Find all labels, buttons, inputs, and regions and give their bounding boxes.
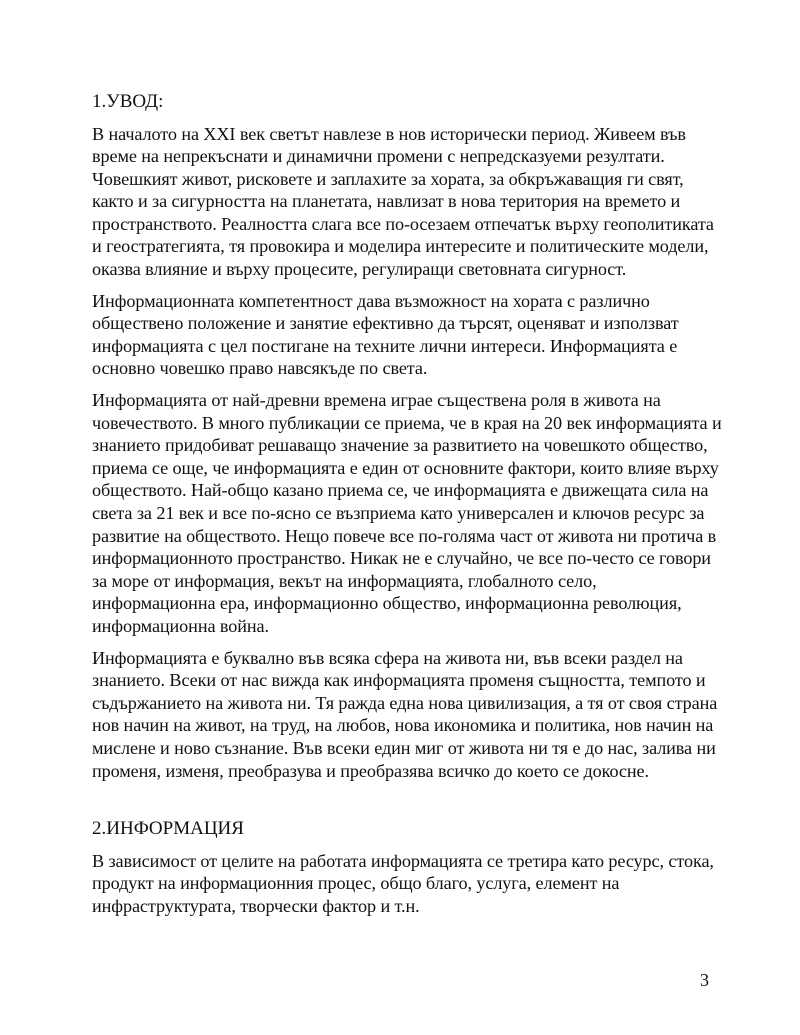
paragraph: В началото на XXI век светът навлезе в нов исторически период. Живеем във време на непрекъснати и динамични промени с непредсказуеми резултати. Човешкият живот, рисковете и заплахите за хората, за обкръжаващия ги свят, както и за сигурността на планетата, навлизат в нова територия на времето и пространството. Реалността слага все по-осезаем отпечатък върху геополитиката и геостратегията, тя провокира и моделира интересите и политическите модели, оказва влияние и върху процесите, регулиращи световната сигурност. [92,123,714,280]
paragraph: Информацията е буквално във всяка сфера на живота ни, във всеки раздел на знанието. Всеки от нас вижда как информацията променя същността, темпото и съдържанието на живота ни. Тя ражда една нова цивилизация, а тя от своя страна нов начин на живот, на труд, на любов, нова икономика и политика, нов начин на мислене и ново съзнание. Във всеки един миг от живота ни тя е до нас, залива ни променя, изменя, преобразува и преобразява всичко до което се докосне. [92,647,718,781]
paragraph: Информационната компетентност дава възможност на хората с различно обществено положение и занятие ефективно да търсят, оценяват и използват информацията с цел постигане на техните лични интереси. Информацията е основно човешко право навсякъде по света. [92,290,679,379]
page-content [92,91,722,926]
paragraph: Информацията от най-древни времена играе съществена роля в живота на човечеството. В много публикации се приема, че в края на 20 век информацията и знанието придобиват решаващо значение за развитието на човешкото общество, приема се още, че информацията е един от основните фактори, които влияе върху обществото. Най-общо казано приема се, че информацията е движещата сила на света за 21 век и все по-ясно се възприема като универсален и ключов ресурс за развитие на обществото. Нещо повече все по-голяма част от живота ни протича в информационното пространство. Никак не е случайно, че все по-често се говори за море от информация, векът на информацията, глобалното село, информационна ера, информационно общество, информационна революция, информационна война. [92,390,722,636]
page-number: 3 [700,970,709,990]
section-heading-introduction: 1.УВОД: [92,91,164,112]
section-heading-information: 2.ИНФОРМАЦИЯ [92,818,244,840]
paragraph: В зависимост от целите на работата информацията се третира като ресурс, стока, продукт на информационния процес, общо благо, услуга, елемент на инфраструктурата, творчески фактор и т.н. [92,850,714,916]
